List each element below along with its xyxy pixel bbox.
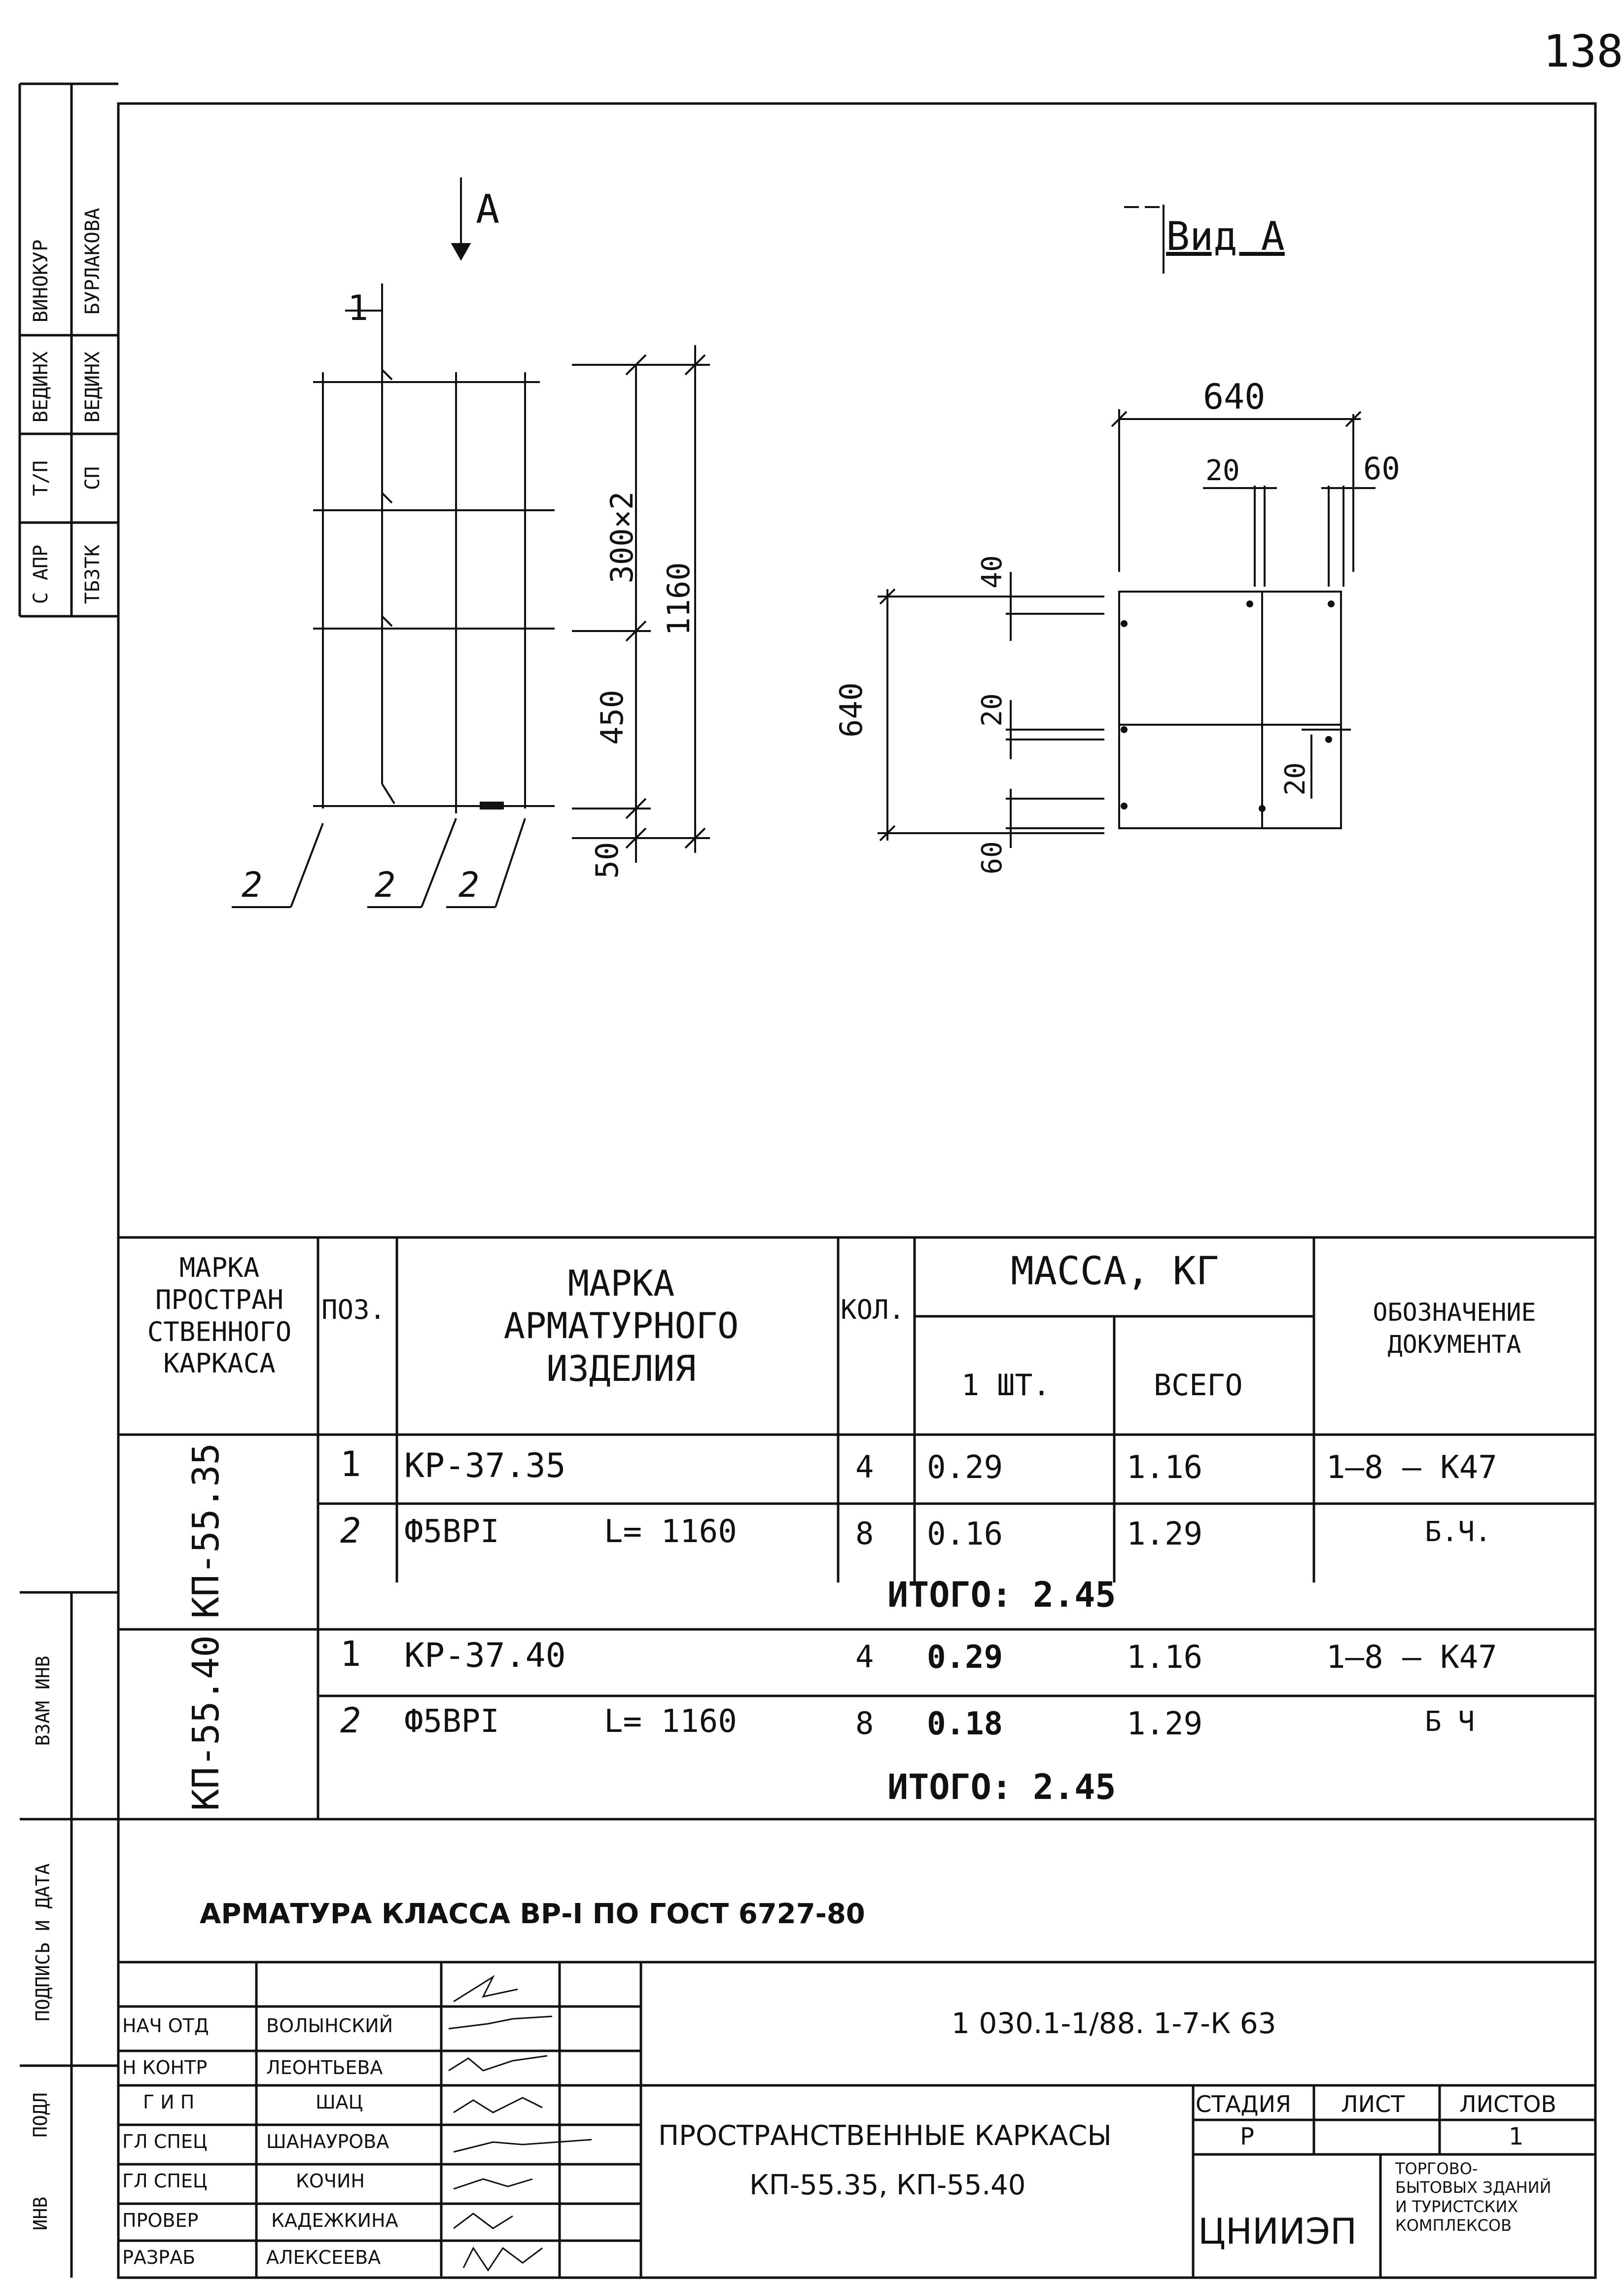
- stamp-text: СП: [81, 466, 104, 491]
- role-label: Н КОНТР: [122, 2057, 208, 2078]
- stage-value: Р: [1240, 2123, 1254, 2150]
- organization-subtitle: ТОРГОВО-БЫТОВЫХ ЗДАНИЙ И ТУРИСТСКИХ КОМПЛЕКСОВ: [1395, 2159, 1552, 2235]
- header-pos: ПОЗ.: [321, 1294, 386, 1325]
- role-label: РАЗРАБ: [122, 2247, 196, 2268]
- person-name: КАДЕЖКИНА: [271, 2210, 398, 2231]
- dimension-label: 50: [589, 842, 625, 879]
- sheets-value: 1: [1509, 2123, 1524, 2150]
- dimension-label: 40: [976, 555, 1008, 589]
- dimension-label: 20: [1205, 454, 1240, 487]
- dimension-label: 60: [1363, 451, 1400, 487]
- role-label: ГЛ СПЕЦ: [122, 2131, 208, 2152]
- row-mass-one: 0.16: [927, 1516, 1003, 1552]
- document-code: 1 030.1-1/88. 1-7-К 63: [952, 2006, 1276, 2040]
- row-length: L= 1160: [604, 1703, 737, 1740]
- row-doc: Б Ч: [1425, 1706, 1475, 1738]
- dimension-label: 1160: [661, 562, 697, 636]
- drawing-title-line2: КП-55.35, КП-55.40: [749, 2169, 1026, 2201]
- frame-mark: КП-55.35: [185, 1443, 227, 1619]
- side-label: ИНВ: [30, 2196, 51, 2231]
- row-mass-one: 0.29: [927, 1639, 1003, 1676]
- row-mass-one: 0.18: [927, 1706, 1003, 1742]
- row-qty: 8: [855, 1705, 874, 1741]
- dimension-label: 20: [976, 693, 1008, 727]
- row-item: КР-37.40: [404, 1636, 566, 1675]
- row-pos: 2: [340, 1511, 361, 1551]
- row-item: Ф5ВРI: [404, 1514, 499, 1550]
- row-length: L= 1160: [604, 1514, 737, 1550]
- stamp-text: ВИНОКУР: [30, 239, 52, 323]
- side-label: ПОДЛ: [30, 2092, 51, 2138]
- group-total: ИТОГО: 2.45: [887, 1767, 1116, 1807]
- row-mass-one: 0.29: [927, 1449, 1003, 1486]
- row-item: Ф5ВРI: [404, 1703, 499, 1740]
- header-mass-one: 1 ШТ.: [961, 1368, 1051, 1403]
- stage-header: СТАДИЯ: [1196, 2091, 1291, 2117]
- side-label: ВЗАМ ИНВ: [32, 1655, 54, 1746]
- reinforcement-note: АРМАТУРА КЛАССА ВР-I ПО ГОСТ 6727-80: [200, 1898, 865, 1930]
- section-arrow-label: A: [476, 186, 500, 232]
- header-mark-frame: МАРКА ПРОСТРАН СТВЕННОГО КАРКАСА: [147, 1252, 292, 1379]
- row-doc: 1–8 — К47: [1326, 1449, 1497, 1486]
- row-pos: 1: [340, 1634, 361, 1674]
- dimension-label: 640: [1203, 377, 1266, 417]
- page-number: 138: [1543, 26, 1624, 77]
- group-total: ИТОГО: 2.45: [887, 1575, 1116, 1615]
- role-label: Г И П: [143, 2091, 195, 2113]
- header-mass-total: ВСЕГО: [1154, 1368, 1243, 1403]
- person-name: АЛЕКСЕЕВА: [266, 2247, 381, 2268]
- view-title: Вид А: [1166, 213, 1285, 259]
- drawing-title-line1: ПРОСТРАНСТВЕННЫЕ КАРКАСЫ: [658, 2120, 1112, 2152]
- row-qty: 4: [855, 1449, 874, 1485]
- row-mass-total: 1.16: [1127, 1639, 1203, 1676]
- row-mass-total: 1.16: [1127, 1449, 1203, 1486]
- position-label: 2: [242, 865, 263, 905]
- dimension-label: 20: [1279, 762, 1311, 796]
- dimension-label: 640: [833, 682, 869, 738]
- person-name: ШАНАУРОВА: [266, 2131, 389, 2152]
- role-label: ГЛ СПЕЦ: [122, 2170, 208, 2192]
- stamp-text: ТБЗТК: [81, 544, 104, 604]
- row-doc: 1–8 — К47: [1326, 1639, 1497, 1676]
- row-qty: 8: [855, 1515, 874, 1551]
- organization-name: ЦНИИЭП: [1198, 2211, 1357, 2252]
- frame-mark: КП-55.40: [185, 1635, 227, 1811]
- sheets-header: ЛИСТОВ: [1459, 2091, 1556, 2117]
- dimension-label: 450: [594, 690, 630, 745]
- stamp-text: ВЕДИНХ: [81, 351, 104, 423]
- row-mass-total: 1.29: [1127, 1516, 1203, 1552]
- header-qty: КОЛ.: [841, 1294, 905, 1325]
- position-label: 1: [348, 288, 369, 328]
- side-label: ПОДПИСЬ И ДАТА: [32, 1863, 54, 2022]
- header-mass: МАССА, КГ: [1011, 1249, 1219, 1294]
- row-qty: 4: [855, 1639, 874, 1675]
- stamp-text: ВЕДИНХ: [30, 351, 52, 423]
- stamp-text: БУРЛАКОВА: [81, 208, 104, 315]
- stamp-text: Т/П: [30, 460, 52, 496]
- stamp-text: С АПР: [30, 544, 52, 604]
- dimension-label: 60: [976, 841, 1008, 875]
- header-mark-item: МАРКА АРМАТУРНОГО ИЗДЕЛИЯ: [503, 1263, 739, 1389]
- row-pos: 2: [340, 1700, 361, 1741]
- position-label: 2: [459, 865, 480, 905]
- sheet-header: ЛИСТ: [1341, 2091, 1405, 2117]
- dimension-label: 300×2: [604, 491, 640, 584]
- header-doc: ОБОЗНАЧЕНИЕ ДОКУМЕНТА: [1373, 1298, 1536, 1359]
- person-name: ВОЛЫНСКИЙ: [266, 2015, 393, 2037]
- person-name: ШАЦ: [316, 2091, 363, 2113]
- row-item: КР-37.35: [404, 1446, 566, 1485]
- role-label: ПРОВЕР: [122, 2210, 199, 2231]
- position-label: 2: [375, 865, 396, 905]
- row-mass-total: 1.29: [1127, 1706, 1203, 1742]
- role-label: НАЧ ОТД: [122, 2015, 209, 2037]
- row-pos: 1: [340, 1444, 361, 1484]
- person-name: ЛЕОНТЬЕВА: [266, 2057, 383, 2078]
- person-name: КОЧИН: [296, 2170, 365, 2192]
- row-doc: Б.Ч.: [1425, 1516, 1491, 1548]
